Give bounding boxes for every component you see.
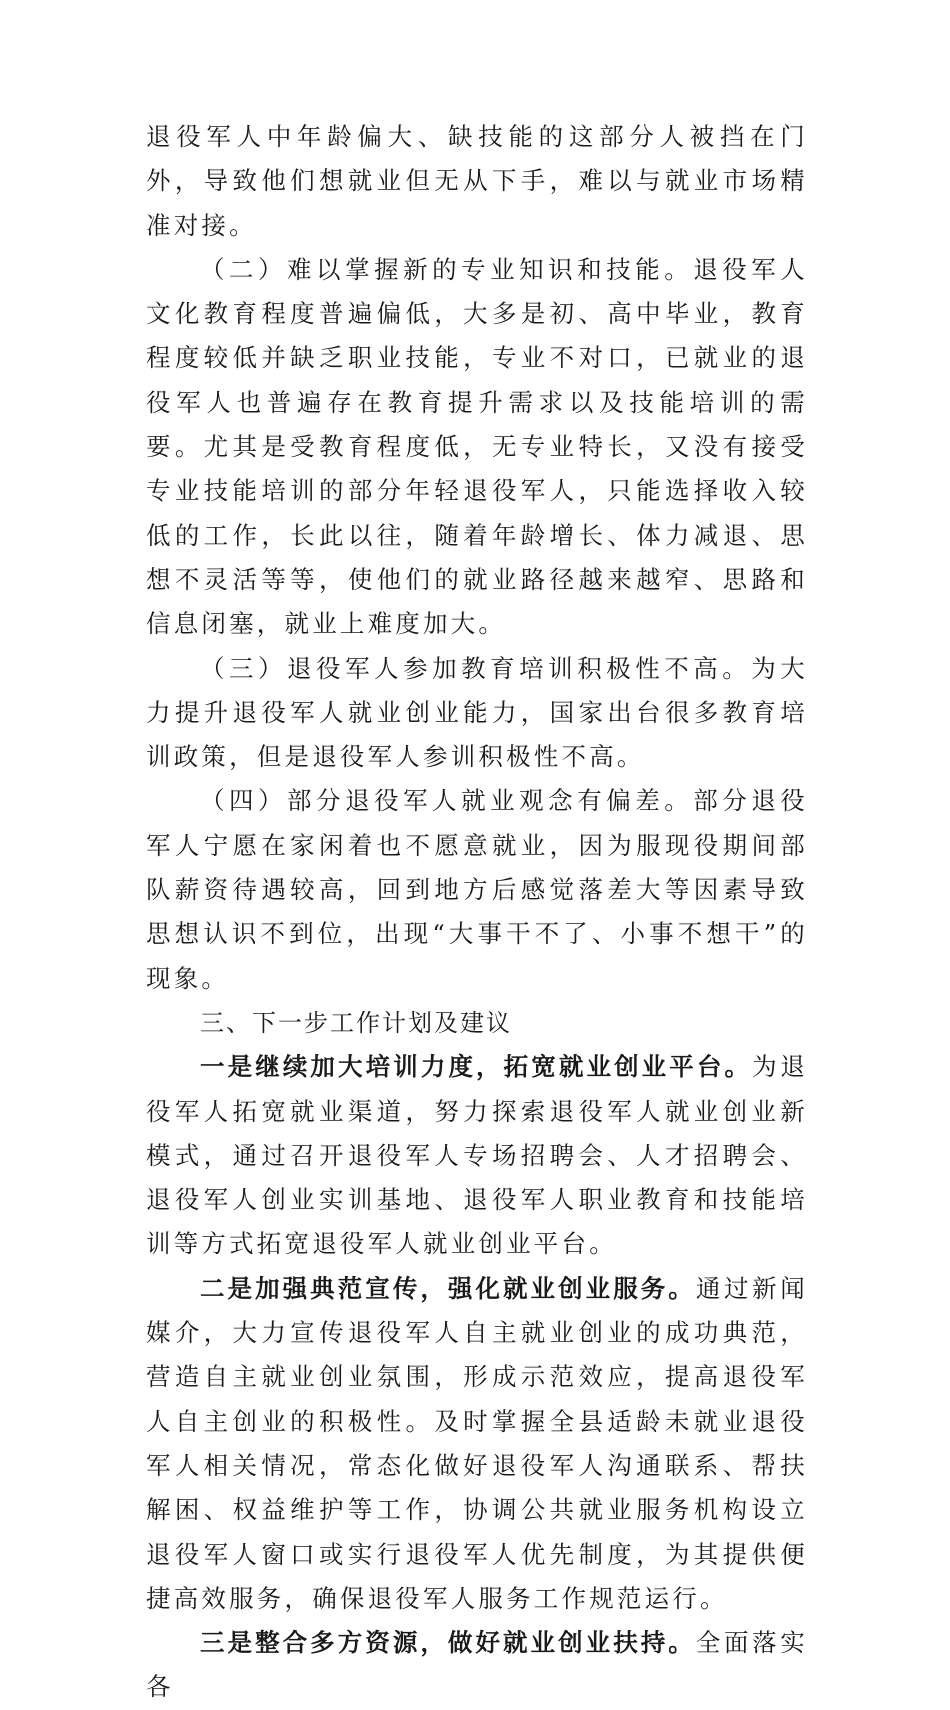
paragraph-suggestion-3 [146,1621,808,1710]
paragraph-section-3: （三）退役军人参加教育培训积极性不高。为大力提升退役军人就业创业能力，国家出台很多教育培训政策，但是退役军人参训积极性不高。 [146,653,808,772]
paragraph-section-4: （四）部分退役军人就业观念有偏差。部分退役军人宁愿在家闲着也不愿意就业，因为服现役期间部队薪资待遇较高，回到地方后感觉落差大等因素导致思想认识不到位，出现“大事干不了、小事不想干”的现象。 [146,786,808,993]
suggestion-3-body: 全面落实各 [146,1628,808,1702]
suggestion-2-body: 通过新闻媒介，大力宣传退役军人自主就业创业的成功典范，营造自主就业创业氛围，形成示范效应，提高退役军人自主创业的积极性。及时掌握全县适龄未就业退役军人相关情况，常态化做好退役军人沟通联系、帮扶解困、权益维护等工作，协调公共就业服务机构设立退役军人窗口或实行退役军人优先制度，为其提供便捷高效服务，确保退役军人服务工作规范运行。 [146,1273,808,1613]
suggestion-2-lead: 二是加强典范宣传，强化就业创业服务。 [200,1273,696,1303]
paragraph-suggestion-1 [146,1045,808,1266]
paragraph-suggestion-2 [146,1267,808,1621]
paragraph-continuation: 退役军人中年龄偏大、缺技能的这部分人被挡在门外，导致他们想就业但无从下手，难以与就业市场精准对接。 [146,122,808,240]
suggestion-3-lead: 三是整合多方资源，做好就业创业扶持。 [200,1628,696,1658]
section-heading: 三、下一步工作计划及建议 [200,1008,512,1037]
suggestion-1-body: 为退役军人拓宽就业渠道，努力探索退役军人就业创业新模式，通过召开退役军人专场招聘会、人才招聘会、退役军人创业实训基地、退役军人职业教育和技能培训等方式拓宽退役军人就业创业平台。 [146,1052,808,1259]
paragraph-section-2: （二）难以掌握新的专业知识和技能。退役军人文化教育程度普遍偏低，大多是初、高中毕业，教育程度较低并缺乏职业技能，专业不对口，已就业的退役军人也普遍存在教育提升需求以及技能培训的需要。尤其是受教育程度低，无专业特长，又没有接受专业技能培训的部分年轻退役军人，只能选择收入较低的工作，长此以往，随着年龄增长、体力减退、思想不灵活等等，使他们的就业路径越来越窄、思路和信息闭塞，就业上难度加大。 [146,254,808,639]
document-page [146,115,808,1710]
suggestion-1-lead: 一是继续加大培训力度，拓宽就业创业平台。 [200,1052,753,1082]
